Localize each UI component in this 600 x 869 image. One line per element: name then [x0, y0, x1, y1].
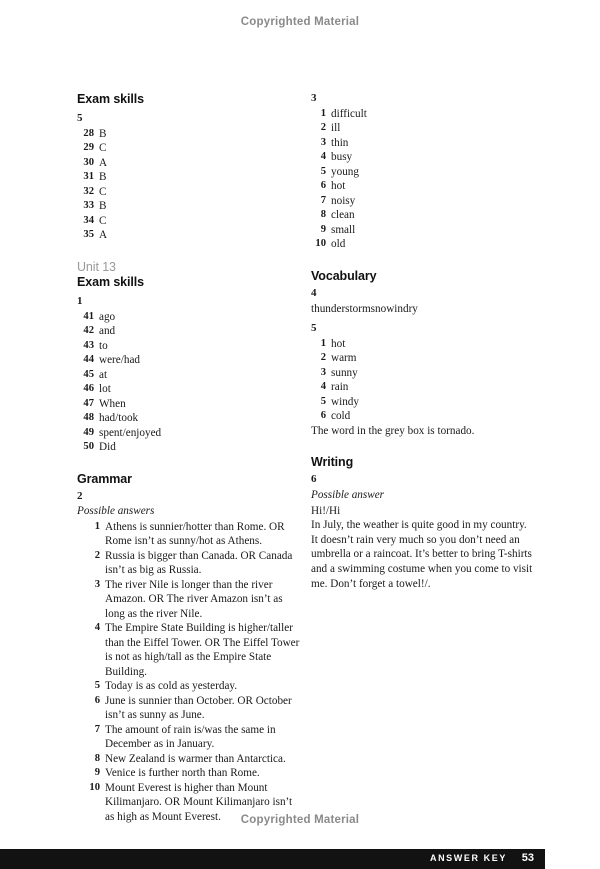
item-text: June is sunnier than October. OR October isn’t as sunny as June.	[105, 694, 292, 722]
item-number: 4	[320, 381, 326, 393]
exercise-number-4: 4	[311, 286, 317, 299]
left-column	[77, 92, 302, 824]
item-text: Mount Everest is higher than Mount Kilimanjaro. OR Mount Kilimanjaro isn’t as high as Mount Everest.	[105, 781, 293, 823]
list-item	[86, 520, 302, 549]
list-item	[311, 107, 536, 122]
list-item	[77, 339, 302, 354]
item-number: 6	[320, 410, 326, 422]
item-number: 3	[94, 578, 100, 590]
item-text: C	[99, 142, 107, 155]
item-number: 34	[83, 214, 94, 226]
list-item	[77, 382, 302, 397]
item-number: 8	[94, 752, 100, 764]
exercise-number-5-right: 5	[311, 322, 317, 335]
item-number: 9	[94, 767, 100, 779]
item-text: had/took	[99, 412, 139, 424]
copyright-watermark-bottom: Copyrighted Material	[240, 814, 360, 826]
item-text: busy	[331, 151, 353, 164]
item-number: 1	[94, 520, 100, 532]
list-item	[311, 395, 536, 410]
item-number: 5	[320, 165, 326, 177]
item-text: were/had	[99, 354, 140, 366]
item-number: 32	[83, 185, 94, 197]
item-text: sunny	[331, 366, 358, 379]
item-number: 7	[94, 723, 100, 735]
item-text: A	[99, 156, 108, 169]
item-text: cold	[331, 410, 351, 423]
item-number: 1	[320, 337, 326, 349]
exercise-number-2: 2	[77, 489, 83, 502]
item-text: lot	[99, 383, 111, 395]
item-text: Athens is sunnier/hotter than Rome. OR Rome isn’t as sunny/hot as Athens.	[105, 520, 285, 548]
item-text: old	[331, 238, 346, 251]
item-number: 5	[94, 680, 100, 692]
list-item	[77, 228, 302, 243]
item-text: The amount of rain is/was the same in December as in January.	[105, 723, 276, 751]
list-item	[311, 150, 536, 165]
item-text: small	[331, 223, 356, 236]
item-text: clean	[331, 209, 355, 222]
exercise-number-5: 5	[77, 112, 83, 124]
item-number: 43	[83, 339, 94, 351]
list-item	[86, 766, 302, 781]
item-text: Did	[99, 441, 116, 453]
item-text: rain	[331, 381, 349, 394]
list-item	[311, 366, 536, 381]
item-number: 50	[83, 441, 94, 452]
item-text: Russia is bigger than Canada. OR Canada isn’t as big as Russia.	[105, 549, 293, 577]
writing-sample-body: In July, the weather is quite good in my country. It doesn’t rain very much so you don’t need an umbrella or a raincoat. It’s better to bring T-shirts and a swimming costume when you come to visit me. Don’t forget a towel!/.	[311, 519, 533, 590]
item-number: 31	[83, 171, 94, 183]
item-number: 41	[83, 310, 94, 322]
heading-exam-skills-unit12: Exam skills	[77, 92, 145, 106]
item-number: 49	[83, 426, 94, 438]
list-item	[311, 351, 536, 366]
item-number: 48	[83, 412, 94, 423]
list-item	[311, 179, 536, 194]
item-text: young	[331, 165, 359, 178]
item-number: 6	[320, 180, 326, 192]
item-number: 3	[320, 136, 326, 148]
item-number: 45	[83, 368, 94, 380]
item-number: 29	[83, 142, 94, 154]
answer-key-footer-bar	[0, 849, 545, 869]
item-text: and	[99, 325, 116, 337]
list-item	[86, 679, 302, 694]
list-item	[86, 578, 302, 622]
list-item	[311, 136, 536, 151]
item-number: 2	[94, 549, 100, 561]
item-number: 3	[320, 366, 326, 378]
item-number: 4	[94, 622, 100, 634]
list-item	[77, 141, 302, 156]
list-item	[311, 409, 536, 424]
item-text: ago	[99, 310, 116, 323]
heading-writing: Writing	[311, 455, 354, 470]
list-item	[77, 199, 302, 214]
item-number: 44	[83, 354, 94, 365]
exercise-5-grey-box-note: The word in the grey box is tornado.	[311, 424, 475, 437]
exercise-number-3: 3	[311, 92, 317, 104]
list-item	[86, 723, 302, 752]
exercise-4-answer-text: thunderstormsnowindry	[311, 302, 418, 315]
exercise-number-6: 6	[311, 473, 317, 486]
list-item	[86, 694, 302, 723]
item-text: to	[99, 339, 108, 352]
list-item	[311, 165, 536, 180]
item-text: B	[99, 127, 107, 140]
item-number: 35	[83, 229, 94, 241]
list-item	[311, 337, 536, 352]
item-text: New Zealand is warmer than Antarctica.	[105, 752, 286, 765]
item-number: 8	[320, 209, 326, 221]
list-item	[77, 156, 302, 171]
item-number: 30	[83, 156, 94, 168]
list-item	[77, 127, 302, 142]
answer-list-exercise-5	[77, 127, 302, 243]
item-text: C	[99, 214, 107, 227]
item-text: B	[99, 171, 107, 184]
answer-list-exercise-5-right	[311, 337, 536, 424]
list-item	[311, 121, 536, 136]
list-item	[86, 549, 302, 578]
page-number: 53	[521, 852, 534, 864]
item-text: at	[99, 368, 108, 381]
item-text: When	[99, 397, 126, 410]
list-item	[77, 411, 302, 426]
item-text: windy	[331, 395, 359, 408]
footer-label: ANSWER KEY	[429, 853, 507, 863]
item-number: 5	[320, 395, 326, 407]
list-item	[311, 237, 536, 252]
item-number: 4	[320, 151, 326, 163]
answer-list-exercise-1	[77, 310, 302, 455]
item-text: noisy	[331, 194, 356, 207]
heading-vocabulary: Vocabulary	[311, 268, 377, 283]
item-number: 10	[89, 781, 100, 793]
list-item	[77, 426, 302, 441]
list-item	[311, 380, 536, 395]
list-item	[77, 170, 302, 185]
list-item	[77, 368, 302, 383]
list-item	[77, 214, 302, 229]
item-text: The river Nile is longer than the river Amazon. OR The river Amazon isn’t as long as the river Nile.	[105, 578, 283, 620]
list-item	[311, 208, 536, 223]
item-text: B	[99, 200, 107, 213]
writing-greeting: Hi!/Hi	[311, 504, 341, 517]
item-number: 28	[83, 127, 94, 139]
possible-answer-note: Possible answer	[311, 489, 385, 502]
possible-answers-note: Possible answers	[77, 505, 155, 518]
item-number: 2	[320, 122, 326, 134]
list-item	[86, 621, 302, 679]
copyright-watermark-top: Copyrighted Material	[240, 16, 360, 28]
unit-label-13: Unit 13	[77, 259, 116, 274]
item-number: 10	[315, 238, 326, 250]
list-item	[77, 440, 302, 455]
item-number: 42	[83, 325, 94, 336]
list-item	[311, 194, 536, 209]
list-item	[77, 310, 302, 325]
answer-list-exercise-2	[77, 520, 302, 825]
item-number: 46	[83, 383, 94, 394]
list-item	[77, 185, 302, 200]
item-text: A	[99, 229, 108, 242]
item-number: 1	[320, 107, 326, 119]
list-item	[77, 324, 302, 339]
item-text: Today is as cold as yesterday.	[105, 680, 238, 693]
item-text: C	[99, 185, 107, 198]
list-item	[77, 397, 302, 412]
item-number: 7	[320, 194, 326, 206]
list-item	[86, 752, 302, 767]
item-text: Venice is further north than Rome.	[105, 767, 260, 780]
answer-list-exercise-3	[311, 107, 536, 252]
exercise-number-1: 1	[77, 294, 83, 307]
item-text: difficult	[331, 107, 367, 120]
item-number: 6	[94, 694, 100, 706]
item-number: 33	[83, 200, 94, 212]
heading-grammar: Grammar	[77, 471, 132, 486]
item-text: hot	[331, 180, 346, 193]
item-number: 47	[83, 397, 94, 409]
item-text: The Empire State Building is higher/taller than the Eiffel Tower. OR The Eiffel Tower is not as high/tall as the Empire State Building.	[105, 622, 300, 678]
item-number: 2	[320, 352, 326, 364]
item-text: ill	[331, 122, 341, 135]
right-column	[311, 92, 536, 591]
list-item	[77, 353, 302, 368]
list-item	[311, 223, 536, 238]
item-text: hot	[331, 337, 346, 350]
item-text: spent/enjoyed	[99, 426, 162, 439]
item-text: thin	[331, 136, 349, 149]
item-text: warm	[331, 352, 357, 365]
heading-exam-skills-unit13: Exam skills	[77, 274, 145, 289]
item-number: 9	[320, 223, 326, 235]
